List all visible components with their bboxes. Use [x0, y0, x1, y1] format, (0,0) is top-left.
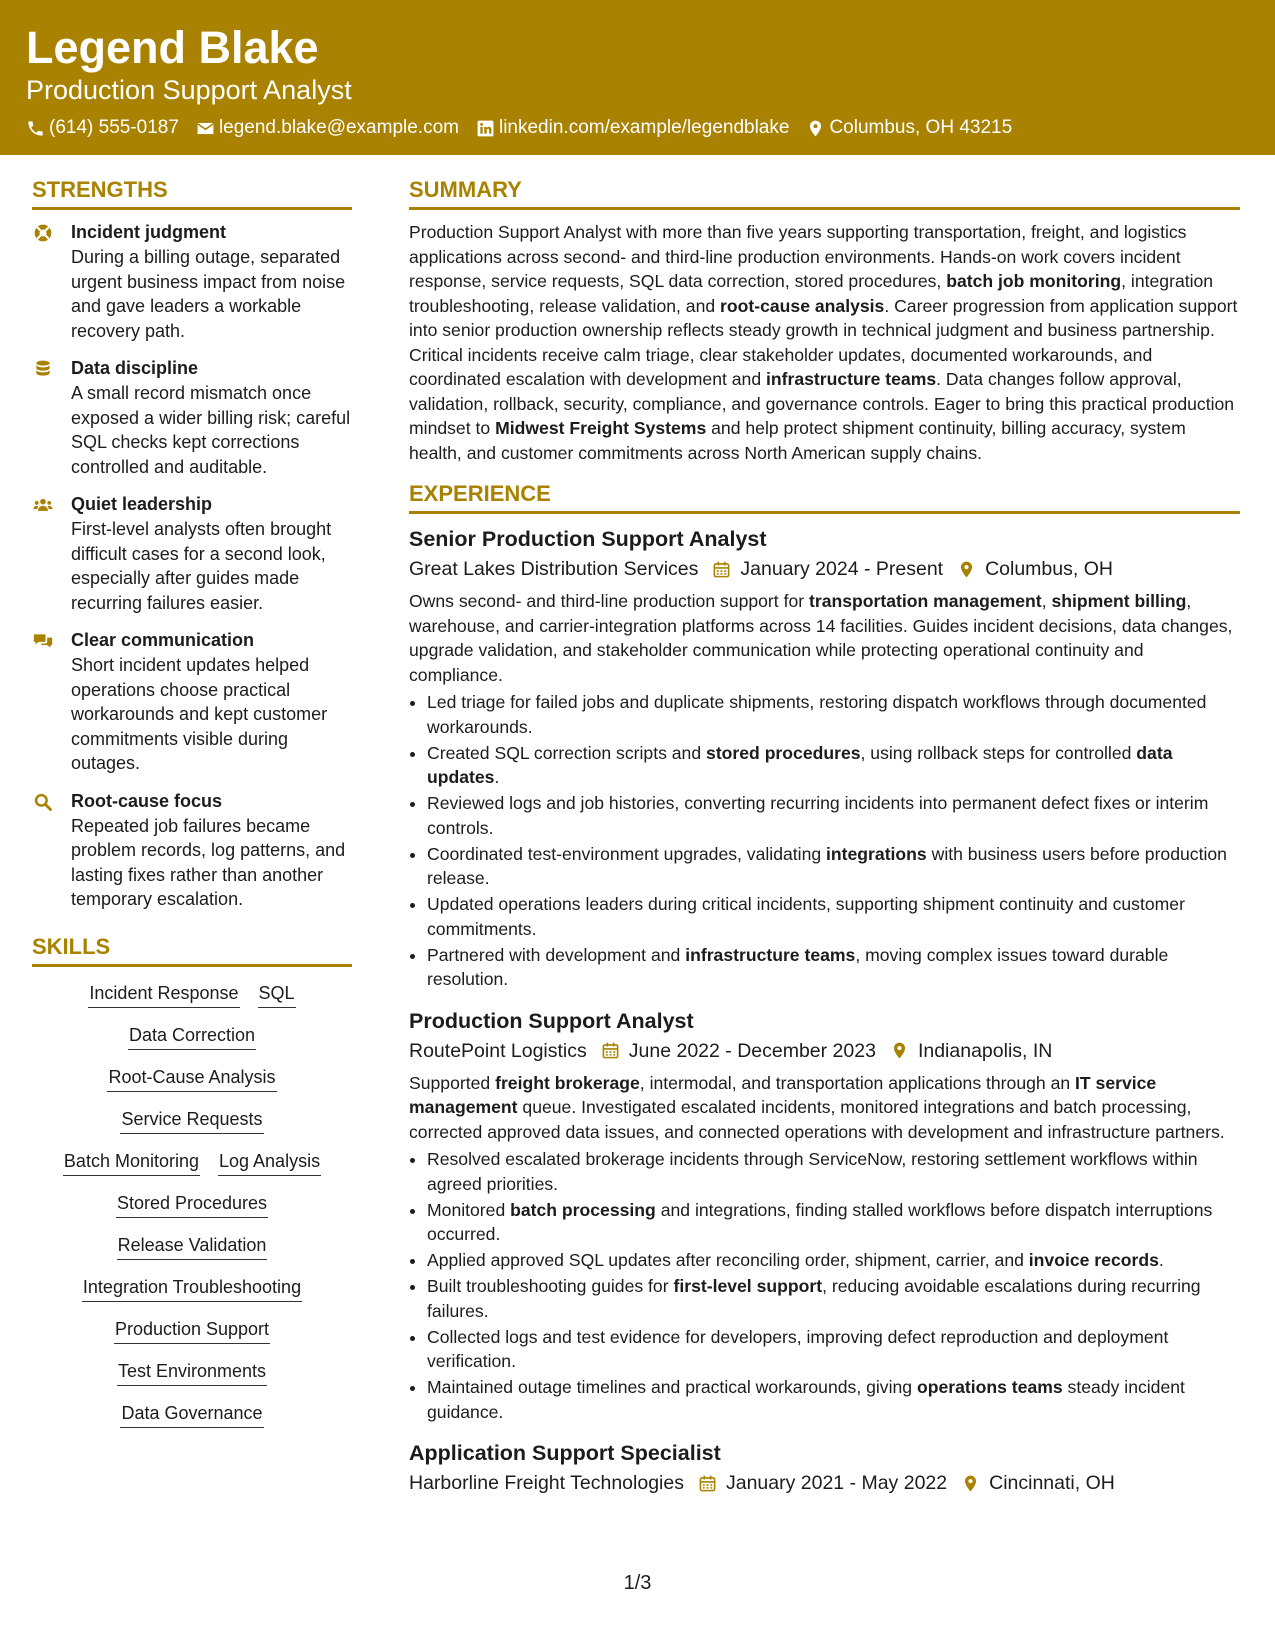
emphasis-text: first-level support	[673, 1276, 823, 1296]
text-run: Coordinated test-environment upgrades, validating	[427, 843, 827, 864]
strength-desc: During a billing outage, separated urgent business impact from noise and gave leaders a workable recovery path.	[71, 247, 346, 341]
contact-location	[806, 115, 1012, 141]
emphasis-text: freight brokerage	[495, 1072, 640, 1093]
emphasis-text: infrastructure teams	[685, 944, 856, 965]
skill-row	[32, 1191, 352, 1218]
map-pin-icon	[890, 1041, 909, 1060]
page-number: 1/3	[623, 1572, 652, 1594]
text-run: Production Support Analyst with more than five years supporting transportation, freight, and logistics applications across second- and third-line production environments. Hands-on work covers incident response, service requests, SQL data correction, stored procedures,	[409, 222, 1187, 291]
skill-row	[32, 1065, 352, 1092]
contact-bar	[26, 115, 1029, 141]
text-run: . Data changes follow approval, validation, rollback, security, compliance, and governance controls. Eager to bring this practical production mindset to	[409, 369, 1235, 438]
skill-tag: Production Support	[114, 1317, 270, 1344]
skill-row	[32, 1107, 352, 1134]
emphasis-text: integrations	[826, 843, 927, 864]
candidate-title: Production Support Analyst	[26, 75, 352, 105]
envelope-icon	[196, 119, 215, 138]
text-run: with business users before production release.	[427, 843, 1227, 888]
skill-tag: Stored Procedures	[116, 1191, 268, 1218]
skill-row	[32, 1233, 352, 1260]
skill-tag: Release Validation	[117, 1233, 268, 1260]
users-icon	[32, 495, 54, 515]
text-run: Supported	[409, 1072, 496, 1093]
job-meta	[409, 1036, 1240, 1066]
emphasis-text: Midwest Freight Systems	[495, 418, 707, 438]
text-run: Owns second- and third-line production support for	[409, 591, 809, 611]
emphasis-text: IT service management	[409, 1072, 1157, 1117]
job-entry	[409, 1438, 1240, 1498]
bullet-item	[427, 1147, 1240, 1196]
skill-tag: Incident Response	[88, 981, 239, 1008]
bullet-item	[427, 791, 1240, 840]
text-run: . Career progression from application support into senior production ownership reflects steady growth in technical judgment and business partnership. Critical incidents receive calm triage, clear stakeholder updates, documented workarounds, and coordinated escalation with development and	[409, 295, 1238, 389]
contact-linkedin[interactable]	[476, 115, 789, 141]
strength-desc: Short incident updates helped operations choose practical workarounds and kept customer commitments visible during outages.	[71, 655, 328, 773]
text-run: and integrations, finding stalled workflows before dispatch interruptions occurred.	[427, 1199, 1213, 1244]
skill-tag: Integration Troubleshooting	[82, 1275, 302, 1302]
job-title: Application Support Specialist	[409, 1441, 721, 1465]
resume-header	[0, 0, 1275, 155]
text-run: Partnered with development and	[427, 944, 686, 965]
bullet-item	[427, 690, 1240, 739]
emphasis-text: batch processing	[510, 1199, 656, 1220]
strength-item	[32, 356, 352, 479]
job-entry	[409, 524, 1240, 992]
text-run: Applied approved SQL updates after reconciling order, shipment, carrier, and	[427, 1250, 1029, 1270]
phone-icon	[26, 119, 45, 138]
search-icon	[32, 792, 54, 812]
text-run: Collected logs and test evidence for developers, improving defect reproduction and deployment verification.	[427, 1326, 1169, 1371]
skill-row	[32, 1023, 352, 1050]
strength-desc: Repeated job failures became problem records, log patterns, and lasting fixes rather than another temporary escalation.	[71, 815, 346, 909]
summary-heading: SUMMARY	[409, 175, 1240, 210]
strengths-heading: STRENGTHS	[32, 175, 352, 210]
bullet-item	[427, 1325, 1240, 1374]
text-run: Created SQL correction scripts and	[427, 742, 707, 763]
job-company: Great Lakes Distribution Services	[409, 558, 699, 580]
right-column	[409, 175, 1240, 1512]
skill-row	[32, 1317, 352, 1344]
strength-desc: First-level analysts often brought difficult cases for a second look, especially after guides made recurring failures easier.	[71, 519, 332, 613]
skill-row	[32, 981, 352, 1008]
skill-row	[32, 1275, 352, 1302]
text-run: Updated operations leaders during critical incidents, supporting shipment continuity and customer commitments.	[427, 894, 1185, 939]
emphasis-text: operations teams	[916, 1377, 1063, 1397]
map-pin-icon	[957, 560, 976, 579]
text-run: Maintained outage timelines and practical workarounds, giving	[427, 1377, 917, 1397]
text-run: .	[1158, 1250, 1164, 1270]
skill-tag: Service Requests	[120, 1107, 263, 1134]
bullet-item	[427, 943, 1240, 992]
text-run: queue. Investigated escalated incidents, monitored integrations and batch processing, corrected approved data issues, and connected operations with development and infrastructure partners.	[409, 1097, 1225, 1142]
skill-tag: Root-Cause Analysis	[107, 1065, 276, 1092]
emphasis-text: transportation management	[808, 591, 1042, 611]
bullet-item	[427, 1274, 1240, 1323]
strength-title: Quiet leadership	[71, 494, 213, 514]
skill-row	[32, 1359, 352, 1386]
skill-tag: SQL	[258, 981, 296, 1008]
job-meta	[409, 554, 1240, 584]
job-entry	[409, 1006, 1240, 1425]
emphasis-text: data updates	[427, 742, 1173, 787]
job-location: Indianapolis, IN	[917, 1039, 1053, 1062]
text-run: , integration troubleshooting, release validation, and	[409, 271, 1214, 316]
strength-title: Data discipline	[71, 358, 199, 378]
bullet-item	[427, 741, 1240, 790]
comments-icon	[32, 631, 54, 651]
contact-email[interactable]	[196, 115, 459, 141]
text-run: , intermodal, and transportation applications through an	[639, 1072, 1076, 1093]
linkedin-icon	[476, 119, 495, 138]
job-intro	[409, 1071, 1240, 1145]
skill-tag: Log Analysis	[218, 1149, 321, 1176]
calendar-icon	[698, 1474, 717, 1493]
contact-phone	[26, 115, 179, 141]
calendar-icon	[712, 560, 731, 579]
calendar-icon	[601, 1041, 620, 1060]
text-run: .	[494, 767, 500, 787]
text-run: Reviewed logs and job histories, converting recurring incidents into permanent defect fixes or interim controls.	[427, 793, 1209, 838]
bullet-item	[427, 1248, 1240, 1273]
emphasis-text: batch job monitoring	[946, 271, 1122, 291]
text-run: , moving complex issues toward durable resolution.	[427, 944, 1169, 989]
strength-title: Clear communication	[71, 630, 255, 650]
text-run: , using rollback steps for controlled	[860, 742, 1137, 763]
text-run: and help protect shipment continuity, billing accuracy, system health, and customer commitments across North American supply chains.	[409, 418, 1186, 463]
emphasis-text: shipment billing	[1051, 591, 1187, 611]
skill-row	[32, 1401, 352, 1428]
left-column	[32, 175, 352, 1443]
job-company: RoutePoint Logistics	[409, 1039, 587, 1062]
strength-desc: A small record mismatch once exposed a wider billing risk; careful SQL checks kept corrections controlled and auditable.	[71, 383, 351, 477]
skill-row	[32, 1149, 352, 1176]
strength-item	[32, 220, 352, 343]
summary-text	[409, 220, 1240, 465]
job-location: Cincinnati, OH	[989, 1472, 1115, 1494]
bullet-item	[427, 892, 1240, 941]
text-run: steady incident guidance.	[427, 1377, 1185, 1422]
emphasis-text: root-cause analysis	[720, 295, 885, 316]
strength-title: Incident judgment	[71, 222, 226, 242]
job-company: Harborline Freight Technologies	[409, 1472, 684, 1494]
strength-title: Root-cause focus	[71, 790, 223, 811]
life-ring-icon	[32, 223, 54, 243]
text-run: Led triage for failed jobs and duplicate shipments, restoring dispatch workflows through documented workarounds.	[427, 692, 1207, 737]
skill-tag: Batch Monitoring	[63, 1149, 200, 1176]
bullet-item	[427, 842, 1240, 891]
linkedin-link[interactable]: linkedin.com/example/legendblake	[498, 117, 790, 138]
experience-heading: EXPERIENCE	[409, 479, 1240, 514]
job-intro	[409, 589, 1240, 687]
text-run: , reducing avoidable escalations during recurring failures.	[427, 1276, 1201, 1321]
job-title: Senior Production Support Analyst	[409, 527, 767, 551]
job-dates: June 2022 - December 2023	[628, 1039, 876, 1062]
job-location: Columbus, OH	[985, 558, 1113, 580]
job-bullets	[409, 1147, 1240, 1424]
email-link[interactable]: legend.blake@example.com	[218, 117, 459, 138]
map-pin-icon	[961, 1474, 980, 1493]
job-bullets	[409, 690, 1240, 992]
text-run: , warehouse, and carrier-integration platforms across 14 facilities. Guides incident decisions, data changes, upgrade validation, and stakeholder communication while protecting operational continuity and compliance.	[409, 591, 1233, 685]
bullet-item	[427, 1198, 1240, 1247]
candidate-name: Legend Blake	[26, 22, 319, 73]
strength-item	[32, 492, 352, 615]
emphasis-text: stored procedures	[706, 742, 861, 763]
strength-item	[32, 789, 352, 912]
location-text: Columbus, OH 43215	[829, 117, 1013, 138]
text-run: Resolved escalated brokerage incidents through ServiceNow, restoring settlement workflows within agreed priorities.	[427, 1149, 1198, 1194]
skill-tag: Data Governance	[120, 1401, 263, 1428]
strength-item	[32, 628, 352, 776]
job-meta	[409, 1468, 1240, 1498]
text-run: ,	[1041, 591, 1052, 611]
bullet-item	[427, 1375, 1240, 1424]
emphasis-text: invoice records	[1028, 1250, 1159, 1270]
text-run: Monitored	[427, 1199, 511, 1220]
text-run: Built troubleshooting guides for	[427, 1276, 674, 1296]
skill-tag: Test Environments	[117, 1359, 267, 1386]
map-pin-icon	[806, 119, 825, 138]
skills-section	[32, 932, 352, 1428]
job-dates: January 2024 - Present	[740, 558, 944, 580]
skill-tag: Data Correction	[128, 1023, 256, 1050]
job-title: Production Support Analyst	[409, 1008, 694, 1033]
emphasis-text: infrastructure teams	[766, 369, 937, 389]
job-dates: January 2021 - May 2022	[725, 1472, 948, 1494]
phone-text: (614) 555-0187	[49, 117, 179, 138]
database-icon	[32, 359, 54, 379]
skills-heading: SKILLS	[32, 932, 352, 967]
